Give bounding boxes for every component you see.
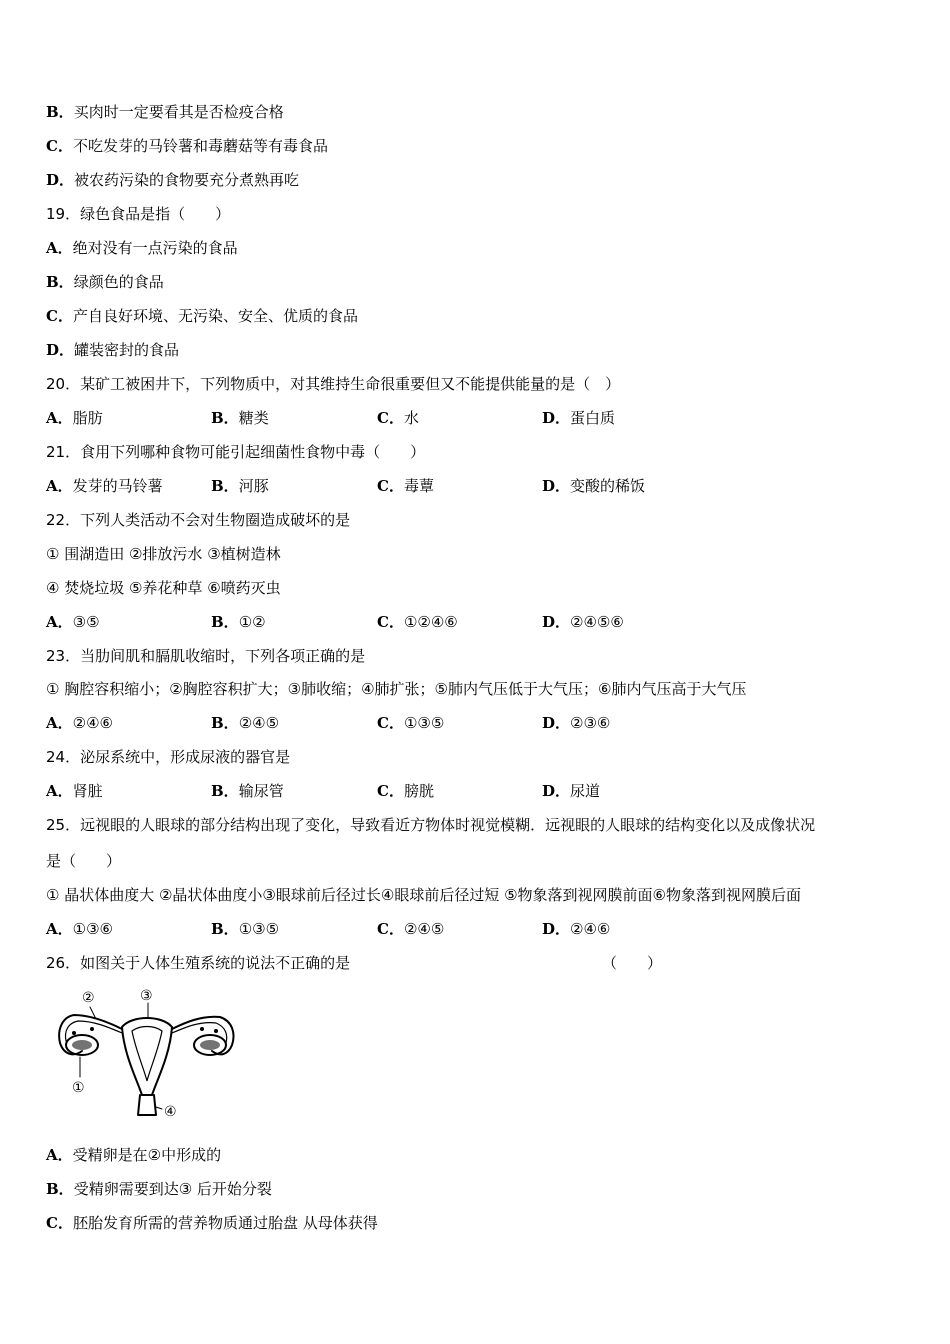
option-text: ①② xyxy=(238,613,266,631)
option-label: B． xyxy=(46,1180,74,1198)
figure-label-1: ① xyxy=(72,1080,85,1096)
option-label: D． xyxy=(542,714,571,732)
option-label: B． xyxy=(211,714,239,732)
option-text: 发芽的马铃薯 xyxy=(72,477,163,495)
option-text: 绝对没有一点污染的食品 xyxy=(72,239,238,257)
figure-label-4: ④ xyxy=(164,1104,177,1120)
option-label: B． xyxy=(211,782,239,800)
option-label: D． xyxy=(542,409,571,427)
option-label: D． xyxy=(542,782,571,800)
q24-option-d xyxy=(542,781,600,801)
option-text: ②④⑥ xyxy=(570,920,611,938)
option-label: C． xyxy=(377,714,404,732)
uterus-inner xyxy=(132,1027,162,1082)
option-label: B． xyxy=(211,409,239,427)
q22-option-b xyxy=(211,612,266,632)
option-text: 肾脏 xyxy=(72,782,103,800)
q24-option-b xyxy=(211,781,284,801)
q26-option-b xyxy=(46,1179,272,1199)
option-text: 脂肪 xyxy=(72,409,103,427)
option-label: A． xyxy=(46,613,73,631)
q25-option-a xyxy=(46,919,113,939)
q21-option-b xyxy=(211,476,269,496)
option-label: C． xyxy=(377,613,404,631)
q19-option-c xyxy=(46,306,358,326)
option-label: C． xyxy=(377,409,404,427)
q22-items-line1: ① 围湖造田 ②排放污水 ③植树造林 xyxy=(46,545,281,563)
q19-option-d xyxy=(46,340,179,360)
vagina xyxy=(138,1095,156,1115)
option-label: C． xyxy=(377,477,404,495)
q26-answer-paren: （ ） xyxy=(602,954,663,972)
option-label: B． xyxy=(211,920,239,938)
option-text: ①③⑤ xyxy=(238,920,280,938)
uterus-outline xyxy=(122,1018,172,1095)
option-label: B． xyxy=(211,613,239,631)
q26-stem: 26．如图关于人体生殖系统的说法不正确的是 xyxy=(46,954,351,972)
option-label: D． xyxy=(46,341,75,359)
option-text: ②④⑤ xyxy=(403,920,445,938)
q25-items: ① 晶状体曲度大 ②晶状体曲度小③眼球前后径过长④眼球前后径过短 ⑤物象落到视网膜前面⑥物象落到视网膜后面 xyxy=(46,886,801,904)
q23-option-b xyxy=(211,713,279,733)
option-label: D． xyxy=(542,920,571,938)
q21-stem: 21．食用下列哪种食物可能引起细菌性食物中毒（ ） xyxy=(46,443,426,461)
option-text: 毒蕈 xyxy=(403,477,434,495)
option-text: 输尿管 xyxy=(238,782,284,800)
figure-label-2: ② xyxy=(82,990,95,1006)
option-text: 被农药污染的食物要充分煮熟再吃 xyxy=(74,171,300,189)
option-text: ①③⑤ xyxy=(403,714,445,732)
option-text: 膀胱 xyxy=(403,782,434,800)
q24-option-a xyxy=(46,781,103,801)
option-text: 受精卵需要到达③ 后开始分裂 xyxy=(73,1180,272,1198)
q23-option-a xyxy=(46,713,113,733)
q26-option-c xyxy=(46,1213,378,1233)
option-label: B． xyxy=(46,103,74,121)
option-text: 罐装密封的食品 xyxy=(74,341,180,359)
option-label: B． xyxy=(46,273,74,291)
q18-option-d xyxy=(46,170,299,190)
q18-option-c xyxy=(46,136,328,156)
option-text: 受精卵是在②中形成的 xyxy=(72,1146,222,1164)
option-label: B． xyxy=(211,477,239,495)
option-text: 河豚 xyxy=(238,477,269,495)
q26-option-a xyxy=(46,1145,221,1165)
option-label: A． xyxy=(46,920,73,938)
q25-option-b xyxy=(211,919,279,939)
option-text: ②④⑤ xyxy=(238,714,280,732)
q25-stem-line2: 是（ ） xyxy=(46,852,122,870)
left-fallopian-tube xyxy=(59,1015,122,1054)
option-text: 蛋白质 xyxy=(570,409,616,427)
option-label: A． xyxy=(46,714,73,732)
q21-option-a xyxy=(46,476,163,496)
option-label: C． xyxy=(46,307,73,325)
q23-option-d xyxy=(542,713,610,733)
option-label: C． xyxy=(46,1214,73,1232)
option-text: ②④⑥ xyxy=(72,714,113,732)
female-reproductive-system-diagram xyxy=(52,985,242,1125)
option-text: ②③⑥ xyxy=(570,714,611,732)
q19-option-b xyxy=(46,272,164,292)
option-text: 不吃发芽的马铃薯和毒蘑菇等有毒食品 xyxy=(72,137,328,155)
q20-option-d xyxy=(542,408,615,428)
option-label: C． xyxy=(377,920,404,938)
option-text: ②④⑤⑥ xyxy=(570,613,624,631)
option-label: D． xyxy=(46,171,75,189)
q24-stem: 24．泌尿系统中，形成尿液的器官是 xyxy=(46,748,291,766)
q22-option-c xyxy=(377,612,458,632)
q23-items: ① 胸腔容积缩小；②胸腔容积扩大；③肺收缩；④肺扩张；⑤肺内气压低于大气压；⑥肺内气压高于大气压 xyxy=(46,680,747,698)
q19-stem: 19．绿色食品是指（ ） xyxy=(46,205,231,223)
q19-option-a xyxy=(46,238,238,258)
q18-option-b xyxy=(46,102,284,122)
q20-stem: 20．某矿工被困井下，下列物质中，对其维持生命很重要但又不能提供能量的是（ ） xyxy=(46,375,621,393)
q23-stem: 23．当肋间肌和膈肌收缩时，下列各项正确的是 xyxy=(46,647,366,665)
option-label: A． xyxy=(46,409,73,427)
q20-option-b xyxy=(211,408,269,428)
q22-option-d xyxy=(542,612,624,632)
option-text: 产自良好环境、无污染、安全、优质的食品 xyxy=(72,307,358,325)
option-text: ①②④⑥ xyxy=(403,613,458,631)
option-text: 变酸的稀饭 xyxy=(570,477,646,495)
q20-option-c xyxy=(377,408,419,428)
q22-items-line2: ④ 焚烧垃圾 ⑤养花种草 ⑥喷药灭虫 xyxy=(46,579,281,597)
option-text: 尿道 xyxy=(570,782,601,800)
q20-option-a xyxy=(46,408,103,428)
option-label: A． xyxy=(46,477,73,495)
option-label: C． xyxy=(377,782,404,800)
option-text: 糖类 xyxy=(238,409,269,427)
option-label: C． xyxy=(46,137,73,155)
q22-option-a xyxy=(46,612,100,632)
option-text: 水 xyxy=(403,409,419,427)
option-label: A． xyxy=(46,782,73,800)
option-label: A． xyxy=(46,1146,73,1164)
option-text: 胚胎发育所需的营养物质通过胎盘 从母体获得 xyxy=(72,1214,378,1232)
option-text: ③⑤ xyxy=(72,613,100,631)
q21-option-c xyxy=(377,476,434,496)
q23-option-c xyxy=(377,713,444,733)
q25-stem-line1: 25．远视眼的人眼球的部分结构出现了变化，导致看近方物体时视觉模糊．远视眼的人眼球的结构变化以及成像状况 xyxy=(46,816,816,834)
figure-label-3: ③ xyxy=(140,988,153,1004)
option-label: D． xyxy=(542,613,571,631)
option-label: A． xyxy=(46,239,73,257)
q25-option-d xyxy=(542,919,610,939)
option-text: 绿颜色的食品 xyxy=(73,273,164,291)
q24-option-c xyxy=(377,781,434,801)
q21-option-d xyxy=(542,476,645,496)
option-text: ①③⑥ xyxy=(72,920,113,938)
option-text: 买肉时一定要看其是否检疫合格 xyxy=(73,103,284,121)
q25-option-c xyxy=(377,919,444,939)
q22-stem: 22．下列人类活动不会对生物圈造成破坏的是 xyxy=(46,511,351,529)
option-label: D． xyxy=(542,477,571,495)
